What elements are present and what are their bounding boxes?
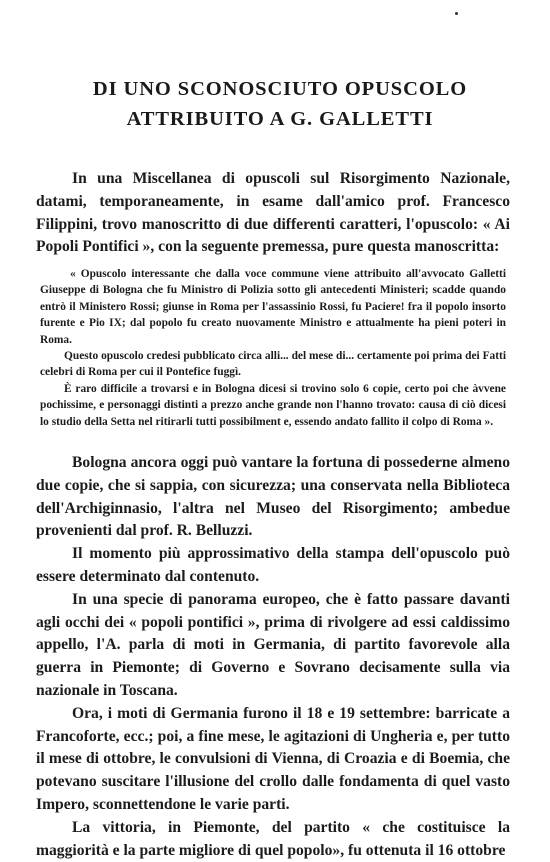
body-paragraph: Il momento più approssimativo della stampa dell'opuscolo può essere determinato dal contenuto.	[36, 545, 510, 585]
title-line-1: DI UNO SCONOSCIUTO OPUSCOLO	[92, 78, 468, 100]
body-paragraph: In una specie di panorama europeo, che è fatto passare davanti agli occhi dei « popoli pontifici », prima di rivolgere ad essi caldissimo appello, l'A. parla di moti in Germania, di partito favorevole alla guerra in Piemonte; di Governo e Sovrano decisamente sulla via nazionale in Toscana.	[36, 590, 510, 699]
title-line-2: ATTRIBUITO A G. GALLETTI	[126, 108, 434, 130]
body-text	[36, 452, 510, 862]
manuscript-quote	[40, 266, 506, 430]
ink-speck	[455, 12, 458, 15]
body-paragraph: Ora, i moti di Germania furono il 18 e 19 settembre: barricate a Francoforte, ecc.; poi, a fine mese, le agitazioni di Ungheria e, per tutto il mese di ottobre, le convulsioni di Vienna, di Croazia e di Boemia, che potevano suscitare l'illusione del crollo dalle fondamenta di quel vasto Impero, sconnettendone le varie parti.	[36, 704, 510, 813]
quote-paragraph: Questo opuscolo credesi pubblicato circa alli... del mese di... certamente poi prima dei Fatti celebri di Roma per cui il Pontefice fuggì.	[40, 350, 506, 379]
intro-paragraph: In una Miscellanea di opuscoli sul Risorgimento Nazionale, datami, temporaneamente, in esame dall'amico prof. Francesco Filippini, trovo manoscritto di due differenti caratteri, l'opuscolo: « Ai Popoli Pontifici », con la seguente premessa, pure questa manoscritta:	[36, 170, 510, 256]
quote-paragraph: « Opuscolo interessante che dalla voce commune viene attribuito all'avvocato Galletti Giuseppe di Bologna che fu Ministro di Polizia sotto gli antecedenti Ministeri; scadde quando entrò il Ministero Rossi; giunse in Roma per l'assassinio Rossi, fu Paciere! fra il popolo insorto furente e Pio IX; dal popolo fu creato nuovamente Ministro e attualmente ha pieni poteri in Roma.	[40, 268, 506, 346]
body-paragraph: Bologna ancora oggi può vantare la fortuna di possederne almeno due copie, che si sappia, con sicurezza; una conservata nella Biblioteca dell'Archiginnasio, l'altra nel Museo del Risorgimento; ambedue provenienti dal prof. R. Belluzzi.	[36, 454, 510, 540]
body-paragraph: La vittoria, in Piemonte, del partito « che costituisce la maggiorità e la parte migliore di quel popolo», fu ottenuta il 16 ottobre	[36, 818, 510, 859]
quote-paragraph: È raro difficile a trovarsi e in Bologna dicesi si trovino solo 6 copie, certo poi che àvvene pochissime, e personaggi distinti a prezzo anche grande non l'hanno trovato: causa di ciò dicesi lo studio della Setta nel ritirarli tutti possibilment e, essendo andato fallito il colpo di Roma ».	[40, 382, 506, 428]
